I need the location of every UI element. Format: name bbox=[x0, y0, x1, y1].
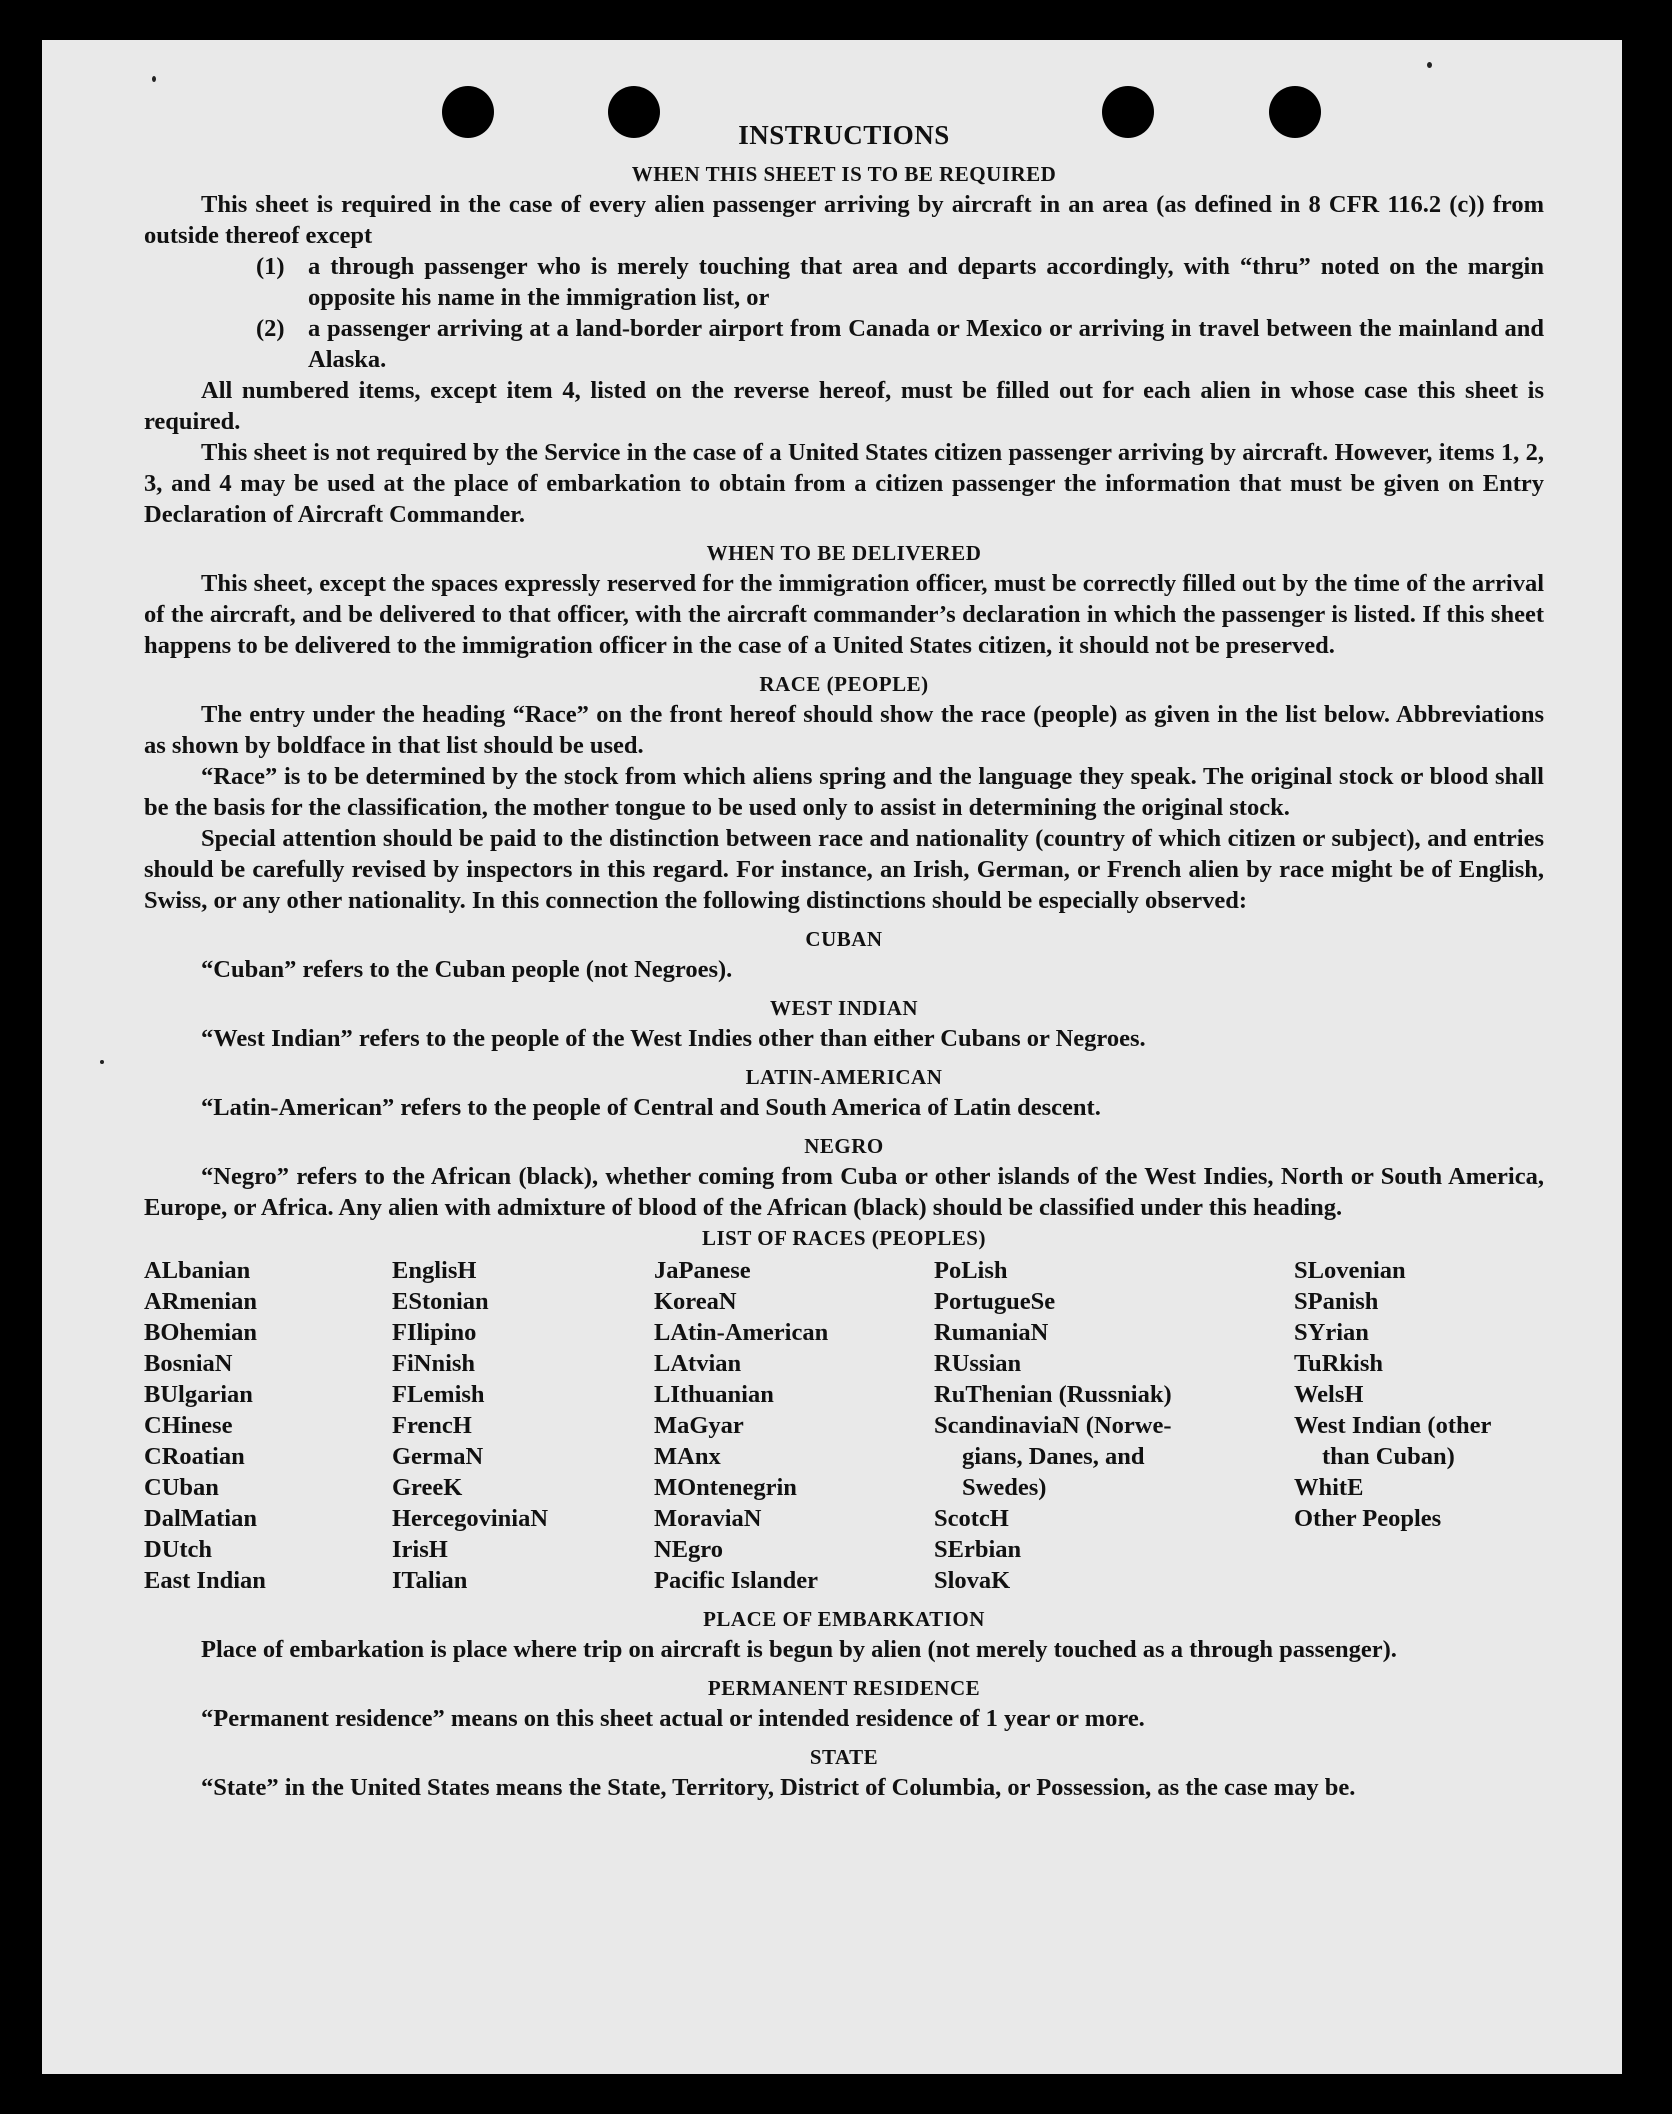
race-entry: TuRkish bbox=[1294, 1350, 1384, 1377]
race-entry: ALbanian bbox=[144, 1257, 251, 1284]
race-entry: BosniaN bbox=[144, 1350, 233, 1377]
paragraph: “Negro” refers to the African (black), whether coming from Cuba or other islands of the West Indies, North or South America, Europe, or Africa. Any alien with admixture of blood of the African (black) should be classified under this heading. bbox=[144, 1163, 1544, 1221]
list-item bbox=[256, 313, 1544, 375]
item-number: (1) bbox=[256, 253, 285, 280]
race-entry: ARmenian bbox=[144, 1288, 257, 1315]
race-entry: SPanish bbox=[1294, 1288, 1379, 1315]
race-entry: BOhemian bbox=[144, 1319, 257, 1346]
scan-speck bbox=[100, 1060, 104, 1064]
races-list bbox=[144, 1255, 1544, 1596]
race-entry: EStonian bbox=[392, 1288, 489, 1315]
races-column bbox=[392, 1255, 654, 1596]
race-entry: GermaN bbox=[392, 1443, 484, 1470]
race-entry: MaGyar bbox=[654, 1412, 744, 1439]
item-text: a through passenger who is merely touching that area and departs accordingly, with “thru” noted on the margin opposite his name in the immigration list, or bbox=[308, 253, 1544, 311]
section-heading: LIST OF RACES (PEOPLES) bbox=[702, 1226, 986, 1250]
race-entry: SYrian bbox=[1294, 1319, 1369, 1346]
race-entry: BUlgarian bbox=[144, 1381, 253, 1408]
race-entry: CUban bbox=[144, 1474, 219, 1501]
section-heading: STATE bbox=[809, 1745, 879, 1769]
document-sheet bbox=[42, 40, 1622, 2074]
race-entry: FrencH bbox=[392, 1412, 472, 1439]
race-entry: SlovaK bbox=[934, 1567, 1011, 1594]
race-entry: West Indian (other bbox=[1294, 1412, 1492, 1439]
race-entry: CHinese bbox=[144, 1412, 233, 1439]
section-heading: PERMANENT RESIDENCE bbox=[707, 1676, 981, 1700]
race-entry: PortugueSe bbox=[934, 1288, 1056, 1315]
race-entry: Other Peoples bbox=[1294, 1505, 1442, 1532]
paragraph: “Cuban” refers to the Cuban people (not Negroes). bbox=[201, 956, 733, 983]
paragraph: The entry under the heading “Race” on the front hereof should show the race (people) as given in the list below. Abbreviations as shown by boldface in that list should be used. bbox=[144, 701, 1544, 759]
paragraph: Place of embarkation is place where trip on aircraft is begun by alien (not merely touched as a through passenger). bbox=[201, 1636, 1397, 1663]
race-entry: ScotcH bbox=[934, 1505, 1009, 1532]
races-column bbox=[1294, 1255, 1544, 1596]
race-entry: LAtin-American bbox=[654, 1319, 829, 1346]
race-entry: LAtvian bbox=[654, 1350, 742, 1377]
races-column bbox=[934, 1255, 1294, 1596]
section-heading: NEGRO bbox=[804, 1134, 884, 1158]
paragraph: “Latin-American” refers to the people of Central and South America of Latin descent. bbox=[201, 1094, 1101, 1121]
list-item bbox=[256, 251, 1544, 313]
race-entry: SErbian bbox=[934, 1536, 1022, 1563]
page-title: INSTRUCTIONS bbox=[738, 120, 950, 150]
race-entry: LIthuanian bbox=[654, 1381, 774, 1408]
race-entry: CRoatian bbox=[144, 1443, 245, 1470]
item-number: (2) bbox=[256, 315, 285, 342]
section-heading: WHEN TO BE DELIVERED bbox=[706, 541, 982, 565]
section-heading: RACE (PEOPLE) bbox=[759, 672, 929, 696]
paragraph: Special attention should be paid to the distinction between race and nationality (country of which citizen or subject), and entries should be carefully revised by inspectors in this regard. For instance, an Irish, German, or French alien by race might be of English, Swiss, or any other nationality. In this connection the following distinctions should be especially observed: bbox=[144, 825, 1544, 914]
race-entry: FiNnish bbox=[392, 1350, 476, 1377]
race-entry: Swedes) bbox=[962, 1474, 1047, 1501]
race-entry: FIlipino bbox=[392, 1319, 477, 1346]
race-entry: FLemish bbox=[392, 1381, 485, 1408]
race-entry: MoraviaN bbox=[654, 1505, 762, 1532]
race-entry: than Cuban) bbox=[1322, 1443, 1455, 1470]
race-entry: MOntenegrin bbox=[654, 1474, 797, 1501]
paragraph: “State” in the United States means the State, Territory, District of Columbia, or Possession, as the case may be. bbox=[201, 1774, 1356, 1801]
race-entry: gians, Danes, and bbox=[962, 1443, 1145, 1470]
race-entry: DalMatian bbox=[144, 1505, 257, 1532]
scan-speck bbox=[1427, 62, 1432, 68]
race-entry: IrisH bbox=[392, 1536, 448, 1563]
race-entry: WelsH bbox=[1294, 1381, 1364, 1408]
race-entry: RuThenian (Russniak) bbox=[934, 1381, 1172, 1408]
race-entry: EnglisH bbox=[392, 1257, 477, 1284]
race-entry: DUtch bbox=[144, 1536, 213, 1563]
section-heading: WEST INDIAN bbox=[769, 996, 919, 1020]
section-heading: PLACE OF EMBARKATION bbox=[703, 1607, 985, 1631]
race-entry: ITalian bbox=[392, 1567, 468, 1594]
race-entry: PoLish bbox=[934, 1257, 1008, 1284]
race-entry: NEgro bbox=[654, 1536, 723, 1563]
section-heading: LATIN-AMERICAN bbox=[745, 1065, 943, 1089]
race-entry: JaPanese bbox=[654, 1257, 751, 1284]
paragraph: This sheet is not required by the Service in the case of a United States citizen passenger arriving by aircraft. However, items 1, 2, 3, and 4 may be used at the place of embarkation to obtain from a citizen passenger the information that must be given on Entry Declaration of Aircraft Commander. bbox=[144, 439, 1544, 528]
race-entry: East Indian bbox=[144, 1567, 266, 1594]
race-entry: KoreaN bbox=[654, 1288, 737, 1315]
race-entry: MAnx bbox=[654, 1443, 721, 1470]
race-entry: RUssian bbox=[934, 1350, 1022, 1377]
item-text: a passenger arriving at a land-border airport from Canada or Mexico or arriving in travel between the mainland and Alaska. bbox=[308, 315, 1544, 373]
paragraph: This sheet is required in the case of every alien passenger arriving by aircraft in an area (as defined in 8 CFR 116.2 (c)) from outside thereof except bbox=[144, 191, 1544, 249]
instructions-content bbox=[144, 120, 1544, 1803]
section-heading: WHEN THIS SHEET IS TO BE REQUIRED bbox=[631, 162, 1057, 186]
race-entry: ScandinaviaN (Norwe- bbox=[934, 1412, 1172, 1439]
section-heading: CUBAN bbox=[805, 927, 883, 951]
paragraph: This sheet, except the spaces expressly reserved for the immigration officer, must be correctly filled out by the time of the arrival of the aircraft, and be delivered to that officer, with the aircraft commander’s declaration in which the passenger is listed. If this sheet happens to be delivered to the immigration officer in the case of a United States citizen, it should not be preserved. bbox=[144, 570, 1544, 659]
race-entry: WhitE bbox=[1294, 1474, 1364, 1501]
scan-speck bbox=[152, 76, 156, 82]
race-entry: Pacific Islander bbox=[654, 1567, 818, 1594]
paragraph: “Permanent residence” means on this sheet actual or intended residence of 1 year or more. bbox=[201, 1705, 1145, 1732]
races-column bbox=[144, 1255, 392, 1596]
races-column bbox=[654, 1255, 934, 1596]
race-entry: RumaniaN bbox=[934, 1319, 1049, 1346]
race-entry: HercegoviniaN bbox=[392, 1505, 549, 1532]
paragraph: “Race” is to be determined by the stock from which aliens spring and the language they speak. The original stock or blood shall be the basis for the classification, the mother tongue to be used only to assist in determining the original stock. bbox=[144, 763, 1544, 821]
paragraph: “West Indian” refers to the people of the West Indies other than either Cubans or Negroes. bbox=[201, 1025, 1146, 1052]
race-entry: GreeK bbox=[392, 1474, 463, 1501]
paragraph: All numbered items, except item 4, listed on the reverse hereof, must be filled out for each alien in whose case this sheet is required. bbox=[144, 377, 1544, 435]
race-entry: SLovenian bbox=[1294, 1257, 1406, 1284]
